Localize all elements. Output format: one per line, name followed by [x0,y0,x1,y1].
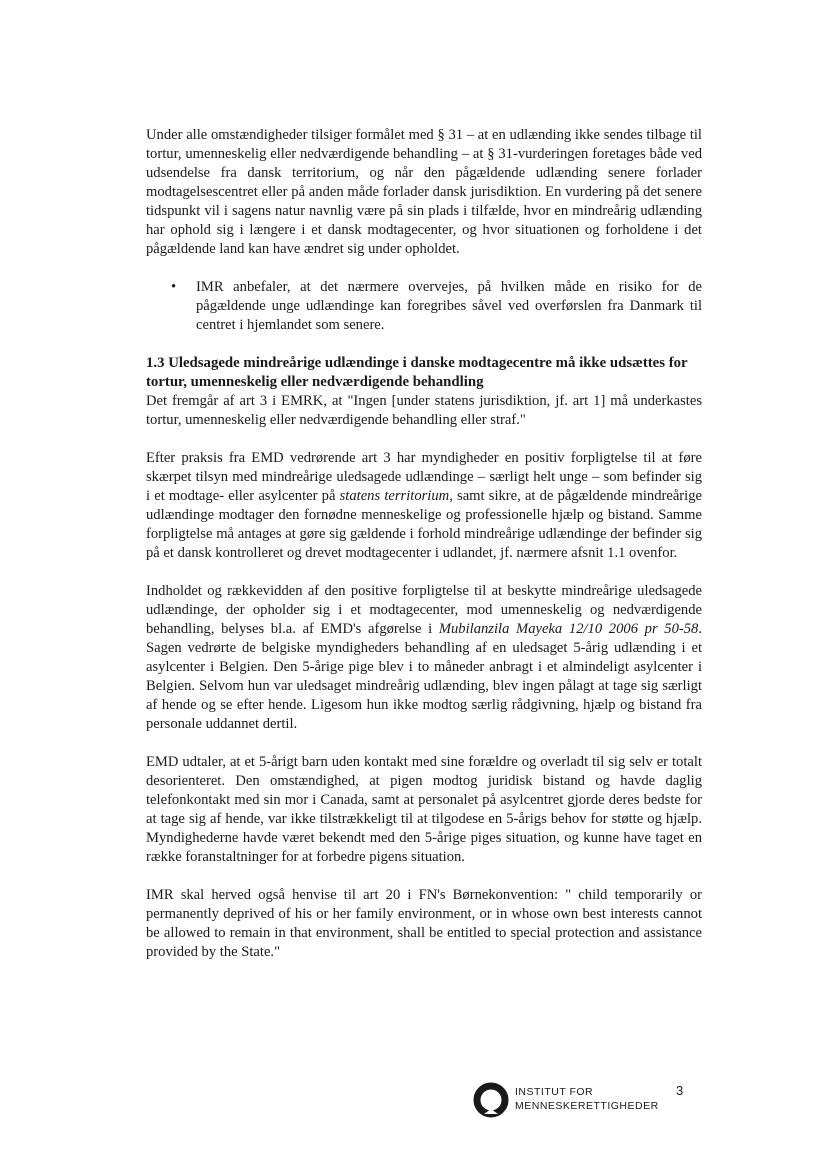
page-number: 3 [676,1083,684,1098]
text-part: Indholdet og rækkevidden af den positive forpligtelse til at beskytte mindreårige uledsagede udlændinge, der opholder sig i et modtagecenter, mod umenneskelig og nedværdigende behandling, belyses bl.a. af EMD's afgørelse i [146,583,702,637]
paragraph-section-31: Under alle omstændigheder tilsiger formålet med § 31 – at en udlænding ikke sendes tilbage til tortur, umenneskelig eller nedværdigende behandling – at § 31-vurderingen foretages både ved udsendelse fra dansk territorium, og når den pågældende udlænding senere forlader modtagelsescentret eller på anden måde forlader dansk jurisdiktion. En vurdering på det senere tidspunkt vil i sagens natur navnlig være på sin plads i tilfælde, hvor en mindreårig udlænding har ophold sig i længere i et dansk modtagecenter, og hvor situationen og forholdene i det pågældende land kan have ændret sig under opholdet. [146,127,702,257]
paragraph-un-convention: IMR skal herved også henvise til art 20 i FN's Børnekonvention: " child temporarily or permanently deprived of his or her family environment, or in whose own best interests cannot be allowed to remain in that environment, shall be entitled to special protection and assistance provided by the State." [146,887,702,960]
recommendation-bullet [146,278,702,335]
paragraph-emd-statement: EMD udtaler, at et 5-årigt barn uden kontakt med sine forældre og overladt til sig selv er totalt desorienteret. Den omstændighed, at pigen modtog juridisk bistand og havde daglig telefonkontakt med sin mor i Canada, samt at personalet på asylcentret gjorde deres bedste for at tage sig af hende, var ikke tilstrækkeligt til at tilgodese en 5-årigs behov for støtte og hjælp. Myndighederne havde været bekendt med den 5-årige piges situation, og kunne have taget en række foranstaltninger for at forbedre pigens situation. [146,754,702,865]
recommendation-text: IMR anbefaler, at det nærmere overvejes, på hvilken måde en risiko for de pågældende unge udlændinge kan foregribes såvel ved overførslen fra Danmark til centret i hjemlandet som senere. [196,279,702,333]
paragraph-emd-practice [146,449,702,563]
text-part: . Sagen vedrørte de belgiske myndigheders behandling af en uledsaget 5-årig udlænding i et asylcenter i Belgien. Den 5-årige pige blev i to måneder anbragt i et almindeligt asylcenter i Belgien. Selvom hun var uledsaget mindreårig udlænding, blev ingen pålagt at tage sig særligt af hende og se efter hende. Ligesom hun ikke modtog særlig rådgivning, hjælp og bistand fra personale uddannet dertil. [146,621,702,732]
paragraph-mubilanzila-case [146,582,702,734]
institute-ring-logo-icon [472,1081,510,1119]
institute-name [515,1085,659,1113]
institute-name-line2: MENNESKERETTIGHEDER [515,1100,659,1112]
institute-name-line1: INSTITUT FOR [515,1086,594,1098]
case-citation: Mubilanzila Mayeka 12/10 2006 pr 50-58 [438,621,699,637]
paragraph-art-3: Det fremgår af art 3 i EMRK, at "Ingen [under statens jurisdiktion, jf. art 1] må underkastes tortur, umenneskelig eller nedværdigende behandling eller straf." [146,393,702,428]
text-part: Efter praksis fra EMD vedrørende art 3 har myndigheder en positiv forpligtelse til at føre skærpet tilsyn med mindreårige uledsagede udlændinge – særligt helt unge – som befinder sig i et modtage- eller asylcenter på [146,450,702,504]
section-heading-1-3: 1.3 Uledsagede mindreårige udlændinge i danske modtagecentre må ikke udsættes for tortur, umenneskelig eller nedværdigende behandling [146,355,688,390]
bullet-icon: • [171,279,177,295]
page-body [146,126,702,981]
text-part: , samt sikre, at de pågældende mindreårige udlændinge modtager den fornødne menneskelige og professionelle hjælp og bistand. Samme forpligtelse må antages at gøre sig gældende i forhold mindreårige udlændinge der befinder sig på et dansk kontrolleret og drevet modtagecenter i udlandet, jf. nærmere afsnit 1.1 ovenfor. [146,488,702,561]
emphasis-text: statens territorium [339,488,450,504]
